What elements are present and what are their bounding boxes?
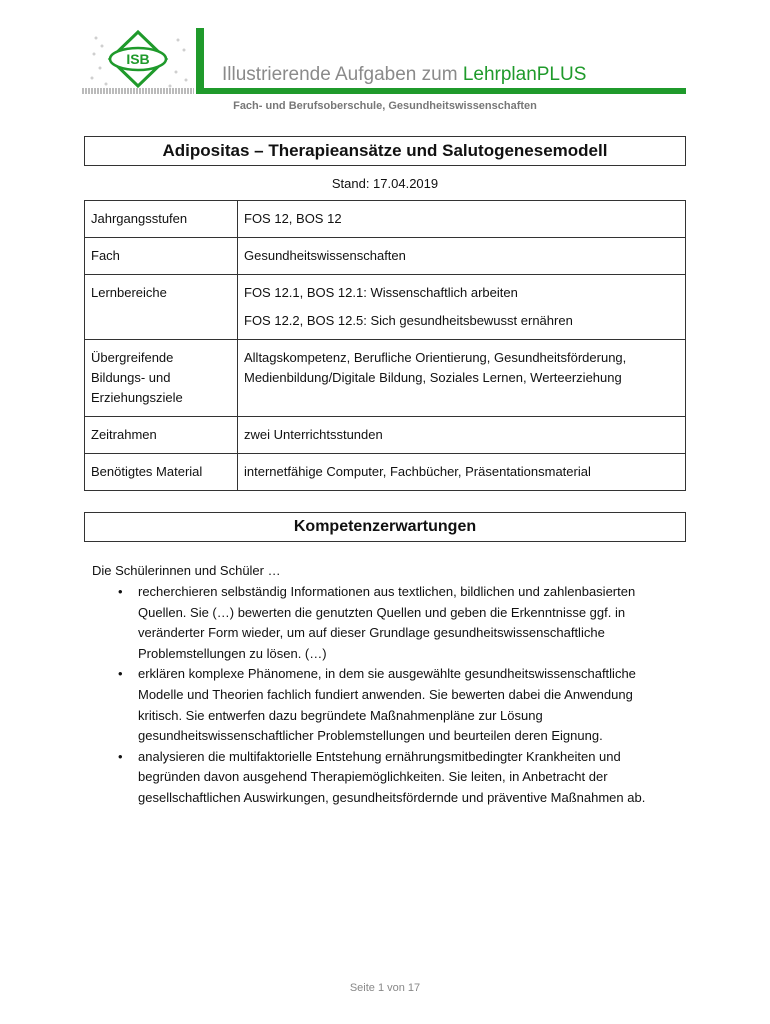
row-label-bildungsziele: Übergreifende Bildungs- und Erziehungsziele (85, 340, 238, 417)
row-value-zeitrahmen (238, 417, 686, 454)
table-row (85, 238, 686, 275)
cell-line: zwei Unterrichtsstunden (244, 427, 383, 442)
header-title-accent: LehrplanPLUS (462, 64, 587, 85)
list-item (92, 582, 678, 664)
row-label-lernbereiche: Lernbereiche (85, 275, 238, 340)
isb-logo-icon (82, 28, 194, 94)
list-item-text: recherchieren selbständig Informationen aus textlichen, bildlichen und zahlenbasierten Quellen. Sie (…) bewerten die genutzten Quellen und geben die Erkenntnisse ggf. in veränderter Form wieder, um auf dieser Grundlage gesundheitswissenschaftliche Problemstellungen zu lösen. (…) (138, 584, 636, 661)
row-value-jahrgangsstufen (238, 201, 686, 238)
header-green-bar-horizontal (196, 88, 686, 94)
bullet-icon: • (118, 666, 123, 682)
table-row (85, 340, 686, 417)
document-stand-date: Stand: 17.04.2019 (331, 176, 439, 191)
kompetenz-list (92, 582, 678, 809)
cell-line: internetfähige Computer, Fachbücher, Präsentationsmaterial (244, 464, 591, 479)
list-item-text: analysieren die multifaktorielle Entstehung ernährungsmitbedingter Krankheiten und begründen davon ausgehend Therapiemöglichkeiten. Sie leiten, in Anbetracht der gesellschaftlichen Auswirkungen, gesundheitsfördernde und präventive Maßnahmen ab. (138, 748, 646, 805)
document-title: Adipositas – Therapieansätze und Salutogenesemodell (84, 136, 686, 166)
page-number: Seite 1 von 17 (349, 982, 421, 994)
table-row (85, 454, 686, 491)
cell-line: FOS 12.2, BOS 12.5: Sich gesundheitsbewusst ernähren (244, 313, 573, 328)
row-value-bildungsziele (238, 340, 686, 417)
header-green-bar-vertical (196, 28, 204, 94)
row-label-zeitrahmen: Zeitrahmen (85, 417, 238, 454)
bullet-icon: • (118, 748, 123, 764)
table-row (85, 275, 686, 340)
cell-line: Alltagskompetenz, Berufliche Orientierung, Gesundheitsförderung, Medienbildung/Digitale Bildung, Soziales Lernen, Werteerziehung (244, 350, 627, 385)
kompetenz-intro: Die Schülerinnen und Schüler … (92, 563, 281, 578)
kompetenz-heading: Kompetenzerwartungen (84, 512, 686, 542)
table-row (85, 417, 686, 454)
row-value-lernbereiche (238, 275, 686, 340)
cell-line: FOS 12, BOS 12 (244, 211, 342, 226)
header-subtitle: Fach- und Berufsoberschule, Gesundheitswissenschaften (233, 100, 537, 112)
header-gray-bar (82, 88, 194, 94)
row-value-material (238, 454, 686, 491)
isb-logo (82, 28, 194, 94)
cell-line: FOS 12.1, BOS 12.1: Wissenschaftlich arbeiten (244, 285, 518, 300)
bullet-icon: • (118, 584, 123, 599)
list-item-text: erklären komplexe Phänomene, in dem sie ausgewählte gesundheitswissenschaftliche Modelle und Theorien fachlich fundiert anwenden. Sie bewerten dabei die Anwendung kritisch. Sie entwerfen dazu begründete Maßnahmenpläne zur Lösung gesundheitswissenschaftlicher Problemstellungen und beurteilen deren Eignung. (138, 666, 636, 744)
logo-text: ISB (126, 51, 150, 67)
row-label-jahrgangsstufen: Jahrgangsstufen (85, 201, 238, 238)
list-item (92, 664, 678, 746)
table-row (85, 201, 686, 238)
header-title (222, 64, 586, 86)
row-label-fach: Fach (85, 238, 238, 275)
list-item (92, 747, 678, 809)
cell-line: Gesundheitswissenschaften (244, 248, 406, 263)
meta-table (84, 200, 686, 491)
row-label-material: Benötigtes Material (85, 454, 238, 491)
header-title-prefix: Illustrierende Aufgaben zum (222, 64, 463, 85)
row-value-fach (238, 238, 686, 275)
